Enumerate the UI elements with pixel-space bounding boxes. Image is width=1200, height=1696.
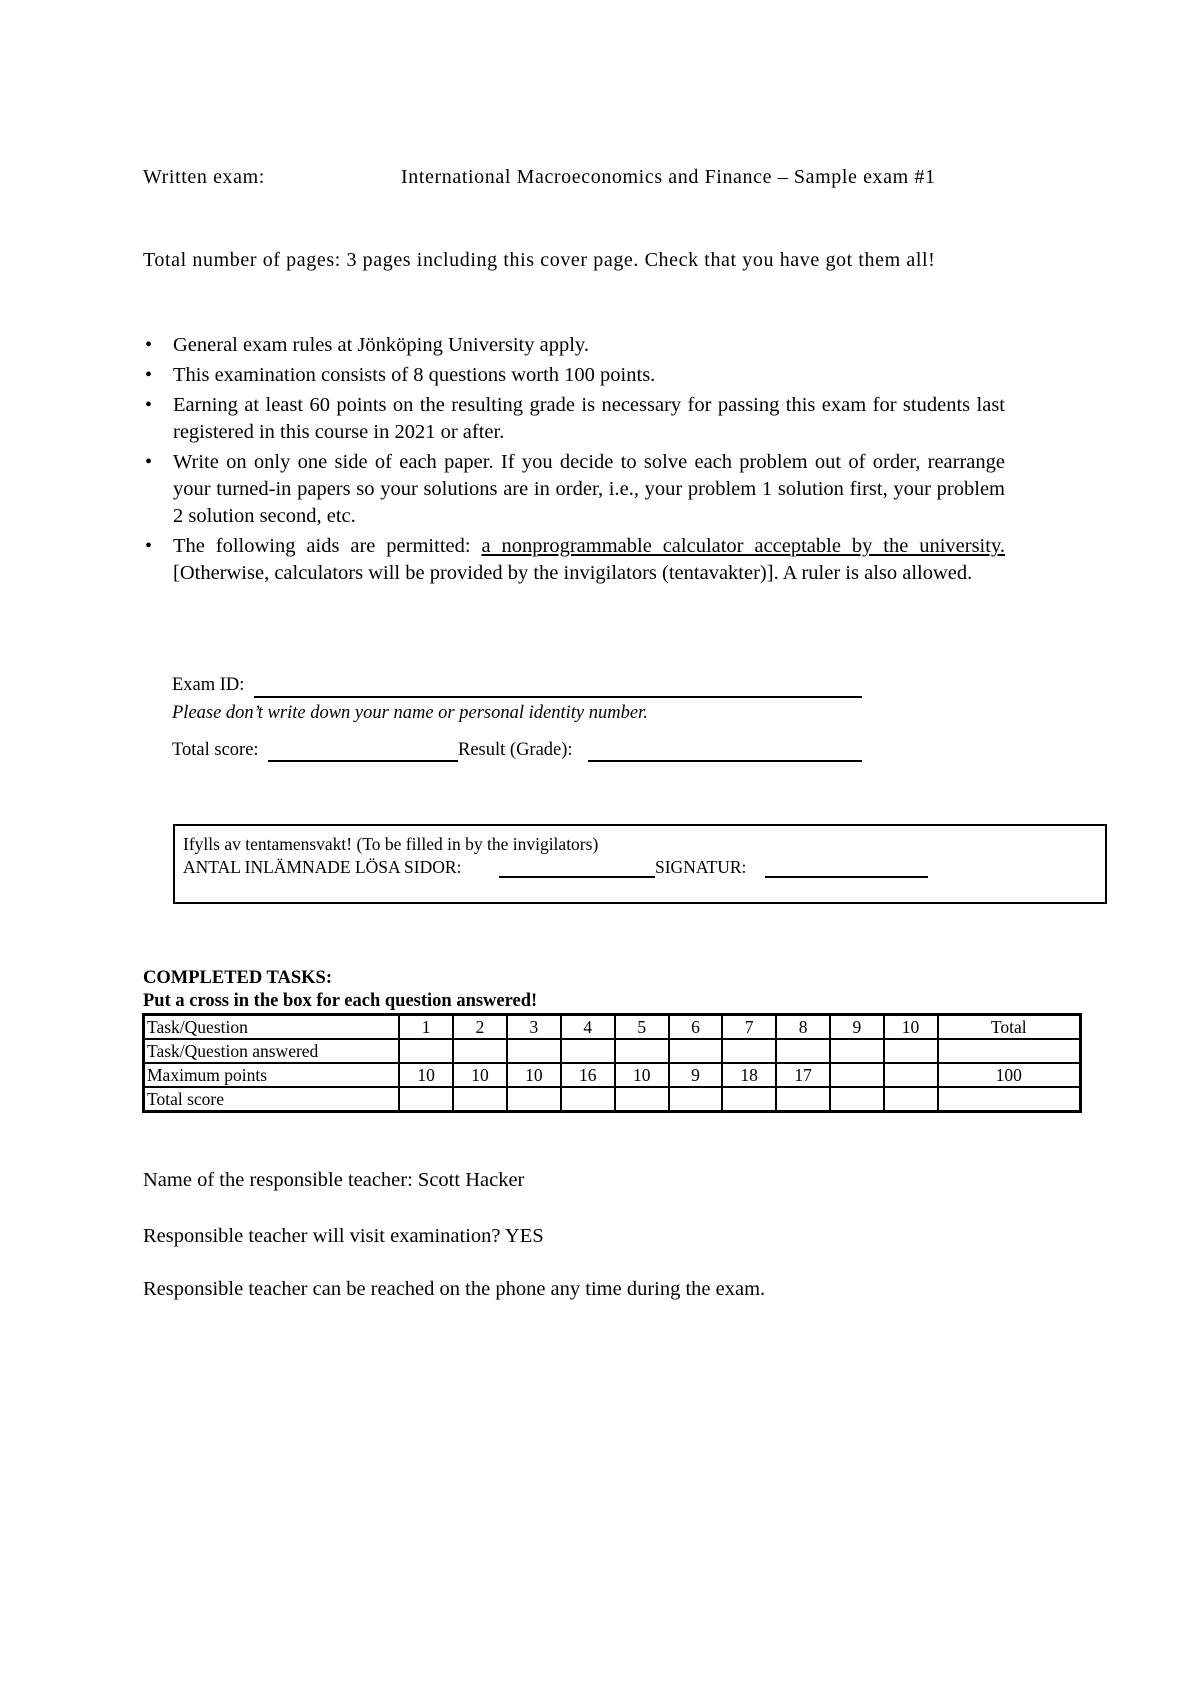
completed-tasks-table — [142, 1013, 1082, 1113]
list-item — [143, 362, 1005, 389]
table-cell: 9 — [669, 1063, 723, 1087]
row-label-cell: Task/Question answered — [144, 1039, 400, 1063]
table-cell[interactable] — [830, 1039, 884, 1063]
rule-text-prefix: The following aids are permitted: — [173, 535, 482, 557]
table-cell[interactable] — [938, 1087, 1081, 1112]
table-cell: 3 — [507, 1015, 561, 1040]
result-grade-label: Result (Grade): — [458, 740, 573, 760]
invigilator-box — [173, 824, 1107, 904]
table-cell[interactable] — [561, 1087, 615, 1112]
completed-tasks-instruction: Put a cross in the box for each question answered! — [143, 991, 538, 1011]
rule-text: Earning at least 60 points on the resulting grade is necessary for passing this exam for students last registered in this course in 2021 or after. — [173, 394, 1005, 443]
completed-tasks-heading — [143, 967, 537, 1013]
table-header-row — [144, 1015, 1081, 1040]
page-count-note: Total number of pages: 3 pages including this cover page. Check that you have got them all! — [143, 249, 936, 271]
table-cell[interactable] — [453, 1039, 507, 1063]
exam-rules-list — [143, 332, 1005, 590]
table-cell — [884, 1063, 938, 1087]
table-cell[interactable] — [507, 1039, 561, 1063]
rule-text-suffix: [Otherwise, calculators will be provided by the invigilators (tentavakter)]. A ruler is also allowed. — [173, 562, 973, 584]
table-cell[interactable] — [722, 1087, 776, 1112]
table-cell[interactable] — [453, 1087, 507, 1112]
exam-id-label: Exam ID: — [172, 675, 245, 695]
rule-text: General exam rules at Jönköping University apply. — [173, 334, 589, 356]
table-cell: 16 — [561, 1063, 615, 1087]
total-score-label: Total score: — [172, 740, 259, 760]
list-item — [143, 392, 1005, 446]
table-row — [144, 1039, 1081, 1063]
table-cell: 7 — [722, 1015, 776, 1040]
table-cell[interactable] — [776, 1039, 830, 1063]
table-cell: 4 — [561, 1015, 615, 1040]
signature-label: SIGNATUR: — [655, 857, 747, 877]
table-cell: 2 — [453, 1015, 507, 1040]
table-cell: 10 — [453, 1063, 507, 1087]
responsible-teacher-name: Name of the responsible teacher: Scott Hacker — [143, 1169, 525, 1191]
table-cell — [830, 1063, 884, 1087]
row-label-cell: Task/Question — [144, 1015, 400, 1040]
loose-pages-field[interactable] — [499, 876, 655, 878]
total-score-field[interactable] — [268, 760, 458, 762]
table-cell[interactable] — [722, 1039, 776, 1063]
rule-text: Write on only one side of each paper. If you decide to solve each problem out of order, rearrange your turned-in papers so your solutions are in order, i.e., your problem 1 solution first, your problem 2 solution second, etc. — [173, 451, 1005, 527]
table-row — [144, 1063, 1081, 1087]
loose-pages-label: ANTAL INLÄMNADE LÖSA SIDOR: — [183, 857, 462, 877]
table-cell: 10 — [615, 1063, 669, 1087]
row-label-cell: Total score — [144, 1087, 400, 1112]
invigilator-instruction: Ifylls av tentamensvakt! (To be filled in by the invigilators) — [183, 834, 599, 854]
table-cell[interactable] — [615, 1087, 669, 1112]
completed-tasks-title: COMPLETED TASKS: — [143, 968, 332, 988]
teacher-visit-note: Responsible teacher will visit examination? YES — [143, 1225, 544, 1247]
table-cell[interactable] — [884, 1087, 938, 1112]
exam-id-field[interactable] — [254, 696, 862, 698]
table-cell: 5 — [615, 1015, 669, 1040]
table-cell: 10 — [507, 1063, 561, 1087]
teacher-phone-note: Responsible teacher can be reached on the phone any time during the exam. — [143, 1278, 766, 1300]
row-label-cell: Maximum points — [144, 1063, 400, 1087]
course-title: International Macroeconomics and Finance – Sample exam #1 — [401, 166, 936, 188]
list-item — [143, 332, 1005, 359]
table-cell: 1 — [399, 1015, 453, 1040]
table-cell[interactable] — [615, 1039, 669, 1063]
table-cell[interactable] — [399, 1087, 453, 1112]
bullet-icon: • — [145, 451, 153, 473]
table-cell: 6 — [669, 1015, 723, 1040]
bullet-icon: • — [145, 364, 153, 386]
bullet-icon: • — [145, 394, 153, 416]
table-cell[interactable] — [884, 1039, 938, 1063]
table-cell[interactable] — [669, 1039, 723, 1063]
table-cell[interactable] — [669, 1087, 723, 1112]
list-item — [143, 449, 1005, 530]
table-cell: 10 — [884, 1015, 938, 1040]
table-cell: 18 — [722, 1063, 776, 1087]
list-item — [143, 533, 1005, 587]
table-cell[interactable] — [830, 1087, 884, 1112]
table-cell[interactable] — [507, 1087, 561, 1112]
rule-text: This examination consists of 8 questions worth 100 points. — [173, 364, 656, 386]
signature-field[interactable] — [765, 876, 928, 878]
table-cell: Total — [938, 1015, 1081, 1040]
table-cell: 9 — [830, 1015, 884, 1040]
result-grade-field[interactable] — [588, 760, 862, 762]
exam-type-label: Written exam: — [143, 166, 265, 188]
bullet-icon: • — [145, 535, 153, 557]
exam-id-note: Please don’t write down your name or personal identity number. — [172, 703, 648, 723]
table-cell[interactable] — [561, 1039, 615, 1063]
permitted-aid: a nonprogrammable calculator acceptable by the university. — [481, 535, 1005, 557]
table-cell: 10 — [399, 1063, 453, 1087]
table-cell: 17 — [776, 1063, 830, 1087]
table-cell: 8 — [776, 1015, 830, 1040]
table-cell: 100 — [938, 1063, 1081, 1087]
table-row — [144, 1087, 1081, 1112]
table-cell[interactable] — [399, 1039, 453, 1063]
table-cell[interactable] — [776, 1087, 830, 1112]
table-cell[interactable] — [938, 1039, 1081, 1063]
bullet-icon: • — [145, 334, 153, 356]
